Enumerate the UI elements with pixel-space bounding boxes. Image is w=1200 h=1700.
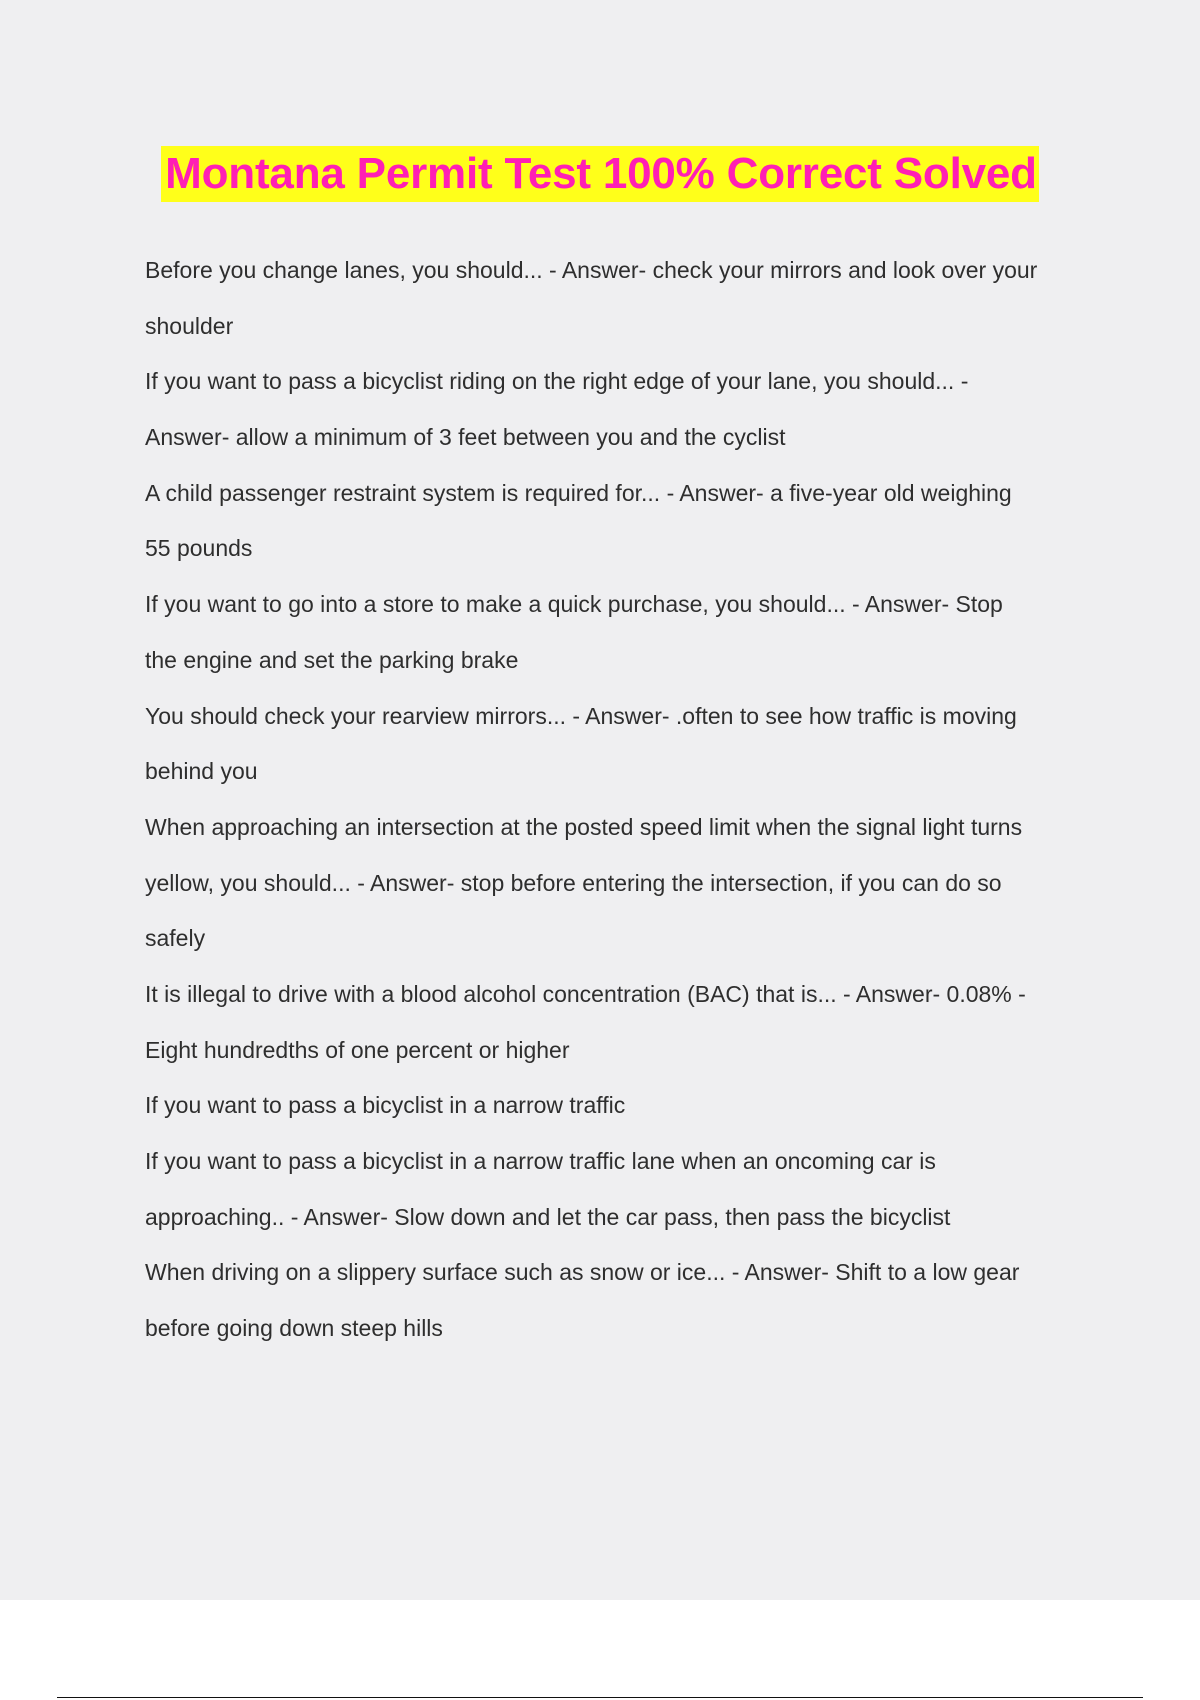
qa-line: You should check your rearview mirrors... - Answer- .often to see how traffic is moving <box>145 702 1017 729</box>
title-container <box>0 146 1200 202</box>
qa-line: It is illegal to drive with a blood alcohol concentration (BAC) that is... - Answer- 0.08% - <box>145 980 1026 1007</box>
qa-line: If you want to pass a bicyclist riding on the right edge of your lane, you should... - <box>145 368 969 395</box>
qa-line: If you want to pass a bicyclist in a narrow traffic <box>145 1092 626 1119</box>
bottom-divider <box>57 1697 1143 1698</box>
qa-line: If you want to go into a store to make a quick purchase, you should... - Answer- Stop <box>145 591 1003 618</box>
qa-line: Answer- allow a minimum of 3 feet between you and the cyclist <box>145 424 786 451</box>
qa-line: behind you <box>145 758 258 785</box>
qa-line: approaching.. - Answer- Slow down and let the car pass, then pass the bicyclist <box>145 1203 951 1230</box>
qa-line: Eight hundredths of one percent or higher <box>145 1036 570 1063</box>
qa-line: When approaching an intersection at the posted speed limit when the signal light turns <box>145 813 1023 840</box>
qa-list <box>145 243 1095 1357</box>
qa-line: shoulder <box>145 312 234 339</box>
qa-line: the engine and set the parking brake <box>145 646 519 673</box>
qa-line: If you want to pass a bicyclist in a narrow traffic lane when an oncoming car is <box>145 1148 936 1174</box>
qa-line: yellow, you should... - Answer- stop before entering the intersection, if you can do so <box>145 869 1002 896</box>
qa-line: A child passenger restraint system is required for... - Answer- a five-year old weighing <box>145 479 1012 506</box>
qa-line: 55 pounds <box>145 535 253 562</box>
qa-line: safely <box>145 925 206 952</box>
qa-line: Before you change lanes, you should... - Answer- check your mirrors and look over your <box>145 257 1038 283</box>
qa-line: before going down steep hills <box>145 1315 443 1342</box>
qa-line: When driving on a slippery surface such as snow or ice... - Answer- Shift to a low gear <box>145 1259 1020 1286</box>
document-title: Montana Permit Test 100% Correct Solved <box>161 146 1039 202</box>
